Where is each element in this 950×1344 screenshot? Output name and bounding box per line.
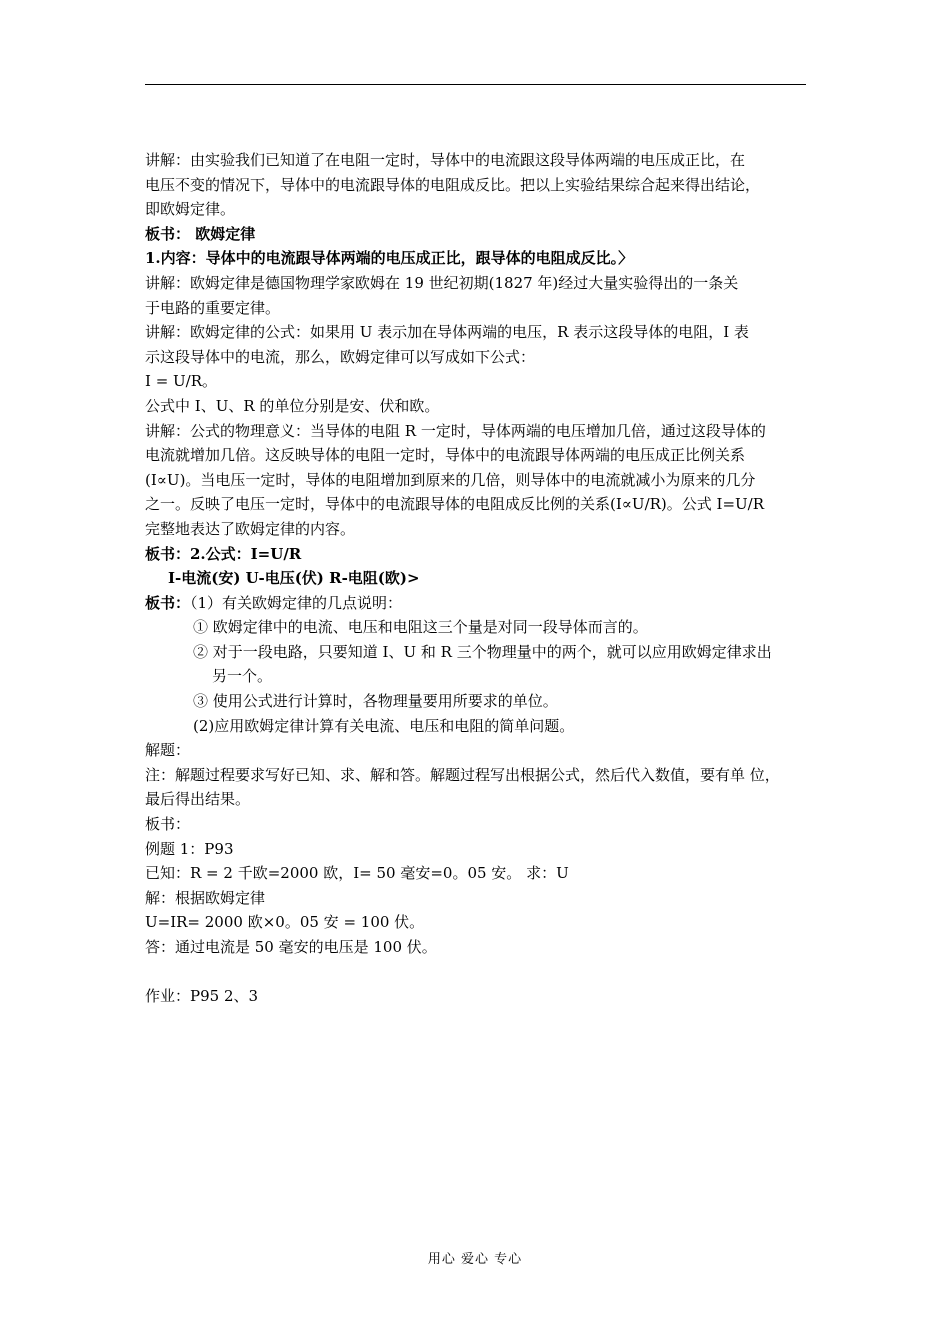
board-formula: 板书：2.公式：I=U/R [145, 544, 302, 563]
document-body [145, 148, 817, 1009]
note-item: ① 欧姆定律中的电流、电压和电阻这三个量是对同一段导体而言的。 [193, 618, 648, 637]
note-item: ③ 使用公式进行计算时，各物理量要用所要求的单位。 [193, 692, 558, 711]
text-line: 讲解：欧姆定律是德国物理学家欧姆在 19 世纪初期(1827 年)经过大量实验得出的一条关 [145, 273, 739, 292]
text-line: 电流就增加几倍。这反映导体的电阻一定时，导体中的电流跟导体两端的电压成正比例关系 [145, 446, 746, 465]
example-answer: 答：通过电流是 50 毫安的电压是 100 伏。 [145, 938, 437, 956]
text-line: 即欧姆定律。 [145, 200, 236, 219]
note-item-continued: 另一个。 [212, 667, 273, 686]
unit-legend: I-电流(安) U-电压(伏) R-电阻(欧)> [168, 569, 420, 588]
notes-intro: （1）有关欧姆定律的几点说明： [190, 593, 403, 612]
text-line: 之一。反映了电压一定时，导体中的电流跟导体的电阻成反比例的关系(I∝U/R)。公式 I=U/R [145, 495, 765, 514]
header-rule [145, 84, 806, 85]
example-title: 例题 1：P93 [145, 839, 234, 858]
note-item: ② 对于一段电路，只要知道 I、U 和 R 三个物理量中的两个，就可以应用欧姆定律求出 [193, 642, 772, 661]
example-calc: U=IR= 2000 欧×0。05 安 = 100 伏。 [145, 913, 425, 932]
note-item: (2)应用欧姆定律计算有关电流、电压和电阻的简单问题。 [193, 716, 575, 735]
text-line: (I∝U)。当电压一定时，导体的电阻增加到原来的几倍，则导体中的电流就减小为原来的几分 [145, 470, 756, 489]
text-line: 板书： [145, 815, 191, 834]
example-given: 已知：R = 2 千欧=2000 欧，I= 50 毫安=0。05 安。 求：U [145, 864, 569, 883]
text-line: 讲解：由实验我们已知道了在电阻一定时，导体中的电流跟这段导体两端的电压成正比，在 [145, 151, 746, 169]
spacer [145, 960, 817, 985]
text-line: 最后得出结果。 [145, 790, 251, 809]
homework: 作业：P95 2、3 [145, 987, 259, 1006]
text-line: 电压不变的情况下，导体中的电流跟导体的电阻成反比。把以上实验结果综合起来得出结论， [145, 175, 761, 194]
page-footer: 用心 爱心 专心 [427, 1252, 523, 1267]
text-line: 注：解题过程要求写好已知、求、解和答。解题过程写出根据公式，然后代入数值，要有单 位， [145, 765, 780, 784]
text-line: 公式中 I、U、R 的单位分别是安、伏和欧。 [145, 396, 440, 415]
text-line: 解题： [145, 741, 191, 760]
text-line: 完整地表达了欧姆定律的内容。 [145, 519, 356, 538]
formula-line: I = U/R。 [145, 372, 218, 391]
notes-line [145, 591, 817, 616]
board-heading: 板书： 欧姆定律 [145, 224, 256, 243]
law-content: 1.内容：导体中的电流跟导体两端的电压成正比，跟导体的电阻成反比。〉 [145, 249, 634, 268]
text-line: 示这段导体中的电流，那么，欧姆定律可以写成如下公式： [145, 347, 536, 366]
board-label: 板书： [145, 593, 191, 612]
text-line: 讲解：欧姆定律的公式：如果用 U 表示加在导体两端的电压，R 表示这段导体的电阻，I 表 [145, 323, 749, 342]
text-line: 于电路的重要定律。 [145, 298, 281, 317]
text-line: 讲解：公式的物理意义：当导体的电阻 R 一定时，导体两端的电压增加几倍，通过这段导体的 [145, 421, 766, 440]
example-solution: 解：根据欧姆定律 [145, 888, 266, 907]
